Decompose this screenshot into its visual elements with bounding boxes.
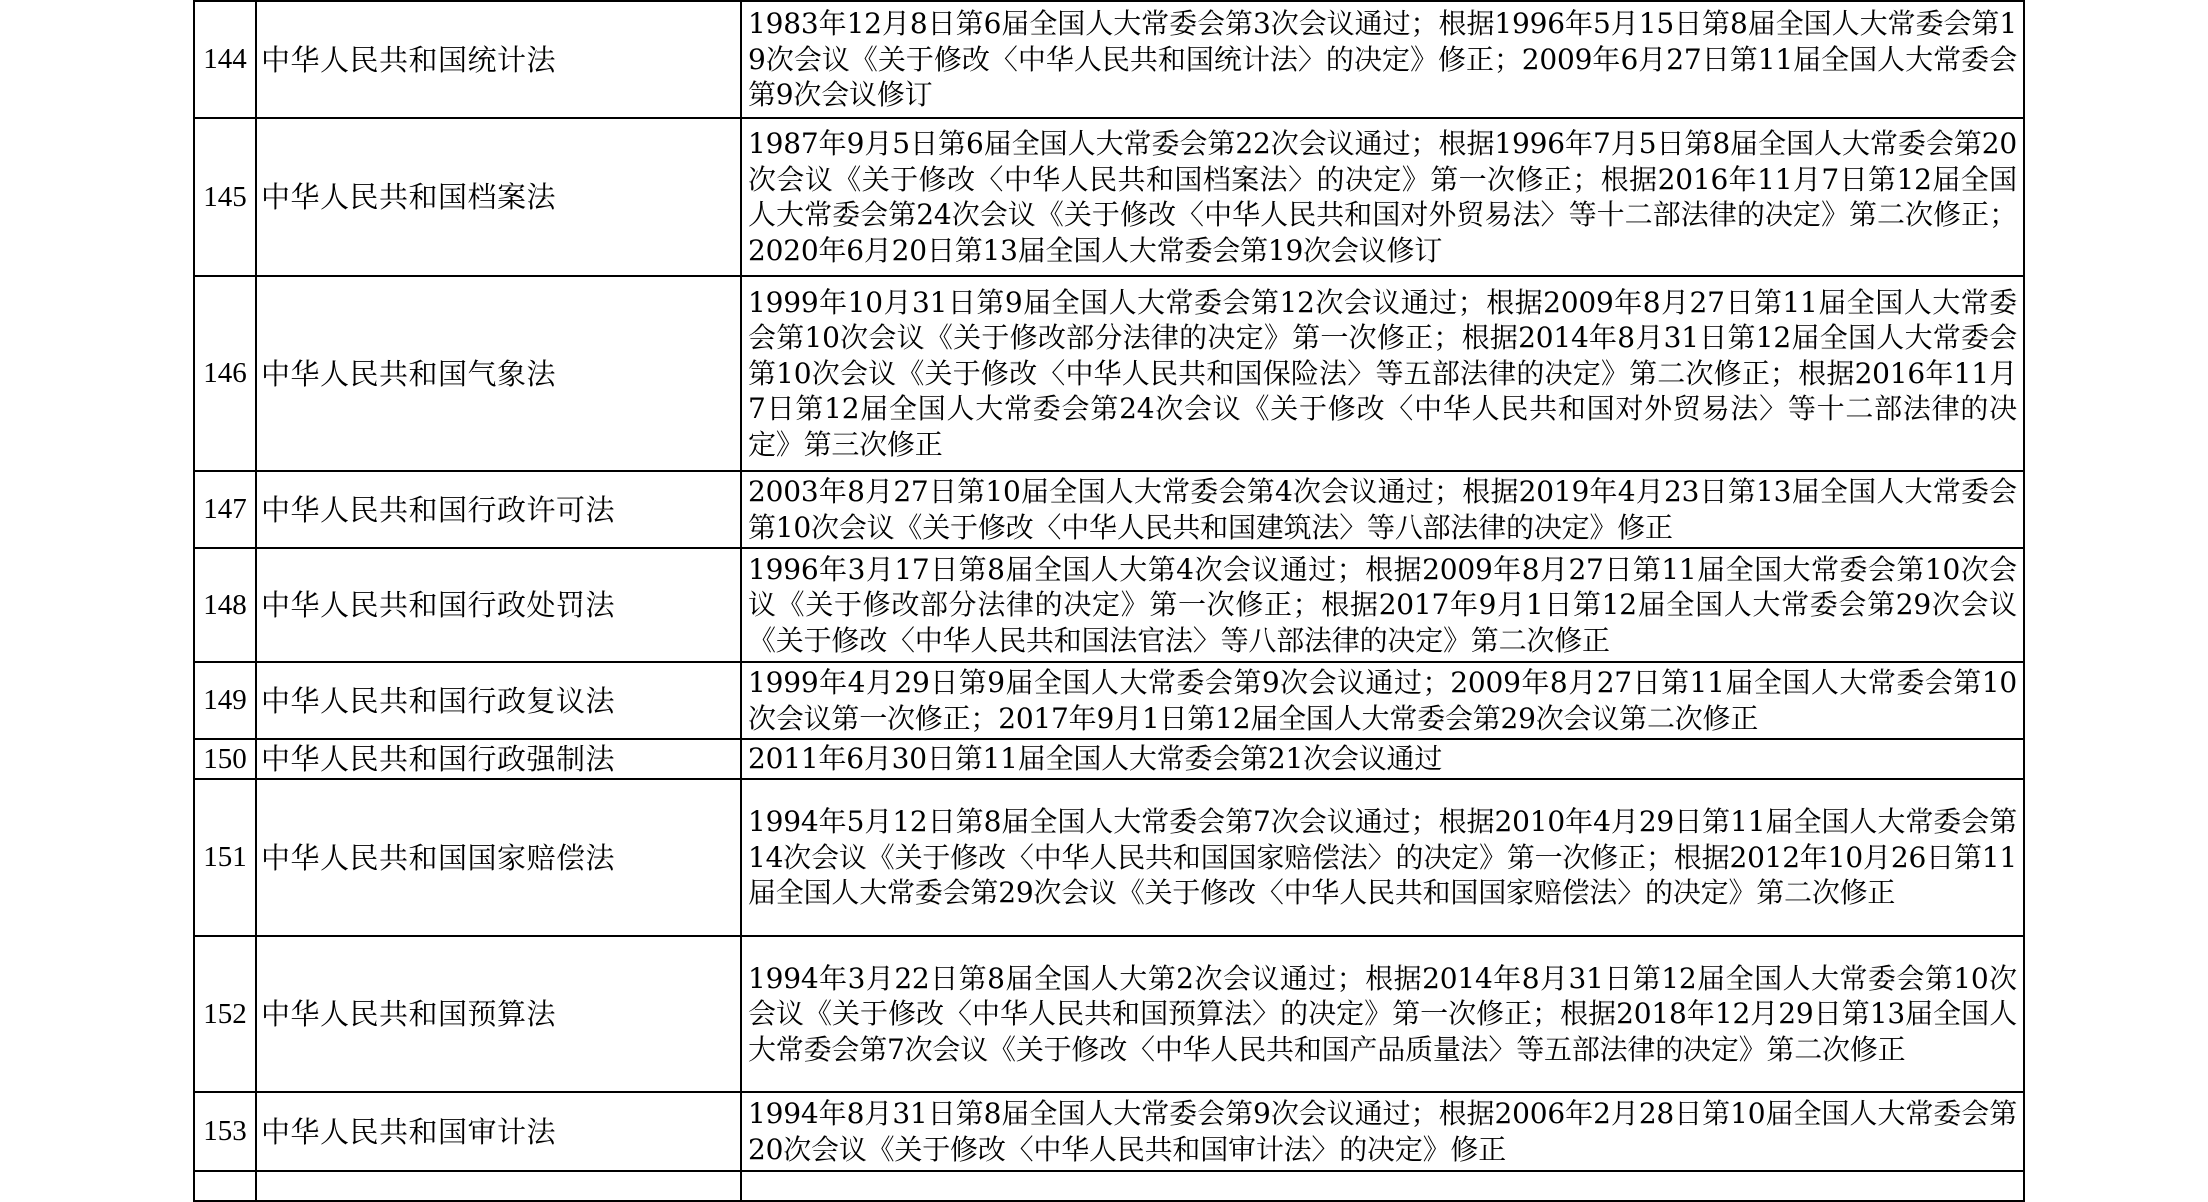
law-name-cell: 中华人民共和国统计法 [256, 1, 741, 118]
law-history-cell: 1999年4月29日第9届全国人大常委会第9次会议通过；2009年8月27日第11届全国人大常委会第10次会议第一次修正；2017年9月1日第12届全国人大常委会第29次会议第二次修正 [741, 662, 2024, 739]
law-name-cell [256, 1171, 741, 1201]
table-row [194, 662, 2024, 739]
table-row [194, 936, 2024, 1092]
law-name-cell: 中华人民共和国行政处罚法 [256, 548, 741, 662]
law-name-cell: 中华人民共和国审计法 [256, 1092, 741, 1171]
table-row [194, 118, 2024, 276]
law-history-cell: 2011年6月30日第11届全国人大常委会第21次会议通过 [741, 739, 2024, 779]
law-name-cell: 中华人民共和国国家赔偿法 [256, 779, 741, 936]
law-name-cell: 中华人民共和国行政强制法 [256, 739, 741, 779]
table-row-bottom-remnant [194, 1171, 2024, 1201]
law-history-cell: 1983年12月8日第6届全国人大常委会第3次会议通过；根据1996年5月15日第8届全国人大常委会第19次会议《关于修改〈中华人民共和国统计法〉的决定》修正；2009年6月27日第11届全国人大常委会第9次会议修订 [741, 1, 2024, 118]
table-row [194, 1, 2024, 118]
row-number-cell: 153 [194, 1092, 256, 1171]
table-row [194, 471, 2024, 548]
law-name-cell: 中华人民共和国气象法 [256, 276, 741, 471]
row-number-cell: 149 [194, 662, 256, 739]
law-history-cell: 1994年3月22日第8届全国人大第2次会议通过；根据2014年8月31日第12届全国人大常委会第10次会议《关于修改〈中华人民共和国预算法〉的决定》第一次修正；根据2018年12月29日第13届全国人大常委会第7次会议《关于修改〈中华人民共和国产品质量法〉等五部法律的决定》第二次修正 [741, 936, 2024, 1092]
law-history-cell [741, 1171, 2024, 1201]
law-name-cell: 中华人民共和国行政复议法 [256, 662, 741, 739]
table-row [194, 779, 2024, 936]
row-number-cell: 146 [194, 276, 256, 471]
row-number-cell: 148 [194, 548, 256, 662]
row-number-cell: 151 [194, 779, 256, 936]
row-number-cell: 145 [194, 118, 256, 276]
law-history-cell: 1999年10月31日第9届全国人大常委会第12次会议通过；根据2009年8月27日第11届全国人大常委会第10次会议《关于修改部分法律的决定》第一次修正；根据2014年8月31日第12届全国人大常委会第10次会议《关于修改〈中华人民共和国保险法〉等五部法律的决定》第二次修正；根据2016年11月7日第12届全国人大常委会第24次会议《关于修改〈中华人民共和国对外贸易法〉等十二部法律的决定》第三次修正 [741, 276, 2024, 471]
law-history-cell: 2003年8月27日第10届全国人大常委会第4次会议通过；根据2019年4月23日第13届全国人大常委会第10次会议《关于修改〈中华人民共和国建筑法〉等八部法律的决定》修正 [741, 471, 2024, 548]
row-number-cell [194, 1171, 256, 1201]
law-name-cell: 中华人民共和国预算法 [256, 936, 741, 1092]
law-name-cell: 中华人民共和国档案法 [256, 118, 741, 276]
table-row [194, 548, 2024, 662]
law-name-cell: 中华人民共和国行政许可法 [256, 471, 741, 548]
table-row [194, 1092, 2024, 1171]
law-list-table [193, 0, 2025, 1202]
law-history-cell: 1994年5月12日第8届全国人大常委会第7次会议通过；根据2010年4月29日第11届全国人大常委会第14次会议《关于修改〈中华人民共和国国家赔偿法〉的决定》第一次修正；根据2012年10月26日第11届全国人大常委会第29次会议《关于修改〈中华人民共和国国家赔偿法〉的决定》第二次修正 [741, 779, 2024, 936]
table-row [194, 276, 2024, 471]
row-number-cell: 147 [194, 471, 256, 548]
law-history-cell: 1996年3月17日第8届全国人大第4次会议通过；根据2009年8月27日第11届全国大常委会第10次会议《关于修改部分法律的决定》第一次修正；根据2017年9月1日第12届全国人大常委会第29次会议《关于修改〈中华人民共和国法官法〉等八部法律的决定》第二次修正 [741, 548, 2024, 662]
row-number-cell: 150 [194, 739, 256, 779]
table-row [194, 739, 2024, 779]
law-history-cell: 1987年9月5日第6届全国人大常委会第22次会议通过；根据1996年7月5日第8届全国人大常委会第20次会议《关于修改〈中华人民共和国档案法〉的决定》第一次修正；根据2016年11月7日第12届全国人大常委会第24次会议《关于修改〈中华人民共和国对外贸易法〉等十二部法律的决定》第二次修正；2020年6月20日第13届全国人大常委会第19次会议修订 [741, 118, 2024, 276]
row-number-cell: 152 [194, 936, 256, 1092]
row-number-cell: 144 [194, 1, 256, 118]
law-history-cell: 1994年8月31日第8届全国人大常委会第9次会议通过；根据2006年2月28日第10届全国人大常委会第20次会议《关于修改〈中华人民共和国审计法〉的决定》修正 [741, 1092, 2024, 1171]
